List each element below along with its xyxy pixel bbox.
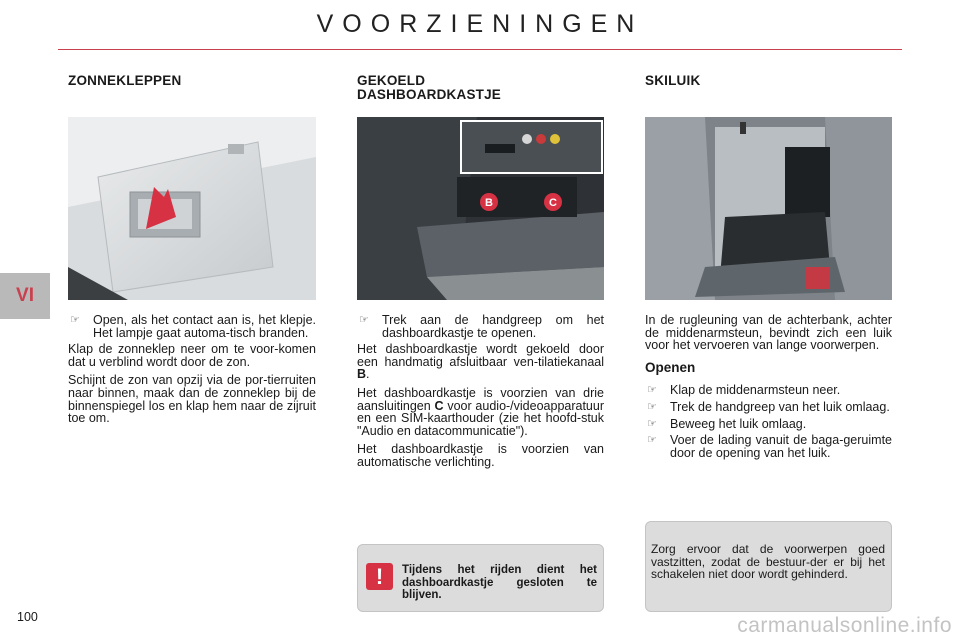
ski-hatch-text <box>645 314 892 459</box>
warning-text: Tijdens het rijden dient het dashboardkastje gesloten te blijven. <box>402 564 597 601</box>
pointing-hand-icon: ☞ <box>647 417 657 430</box>
section-sun-visors <box>68 70 316 431</box>
paragraph: Schijnt de zon van opzij via de por-tierruiten naar binnen, maak dan de zonneklep bij de binnenspiegel los en klap hem naar de zijruit toe om. <box>68 373 316 426</box>
list-item: ☞ Trek aan de handgreep om het dashboardkastje te openen. <box>359 313 604 340</box>
list-item: ☞ Trek de handgreep van het luik omlaag. <box>647 399 890 414</box>
pointing-hand-icon: ☞ <box>359 314 369 326</box>
list-item: ☞ Open, als het contact aan is, het klepje. Het lampje gaat automa-tisch branden. <box>70 313 316 340</box>
glovebox-text <box>357 314 604 469</box>
paragraph: Het dashboardkastje is voorzien van drie aansluitingen C voor audio-/videoapparatuur en een SIM-kaarthouder (zie het hoofd-stuk "Audio en datacommunicatie"). <box>357 385 604 438</box>
page-title: VOORZIENINGEN <box>316 10 644 38</box>
pointing-hand-icon: ☞ <box>647 384 657 397</box>
exclamation-icon: ! <box>366 563 393 590</box>
section-heading: GEKOELD DASHBOARDKASTJE <box>357 73 502 102</box>
watermark: carmanualsonline.info <box>737 614 952 637</box>
warning-box <box>357 544 604 612</box>
section-heading: ZONNEKLEPPEN <box>68 73 182 88</box>
title-divider <box>58 49 902 50</box>
list-item: ☞ Klap de middenarmsteun neer. <box>647 383 841 398</box>
list-item: ☞ Voer de lading vanuit de baga-geruimte door de opening van het luik. <box>647 433 892 460</box>
paragraph: Het dashboardkastje is voorzien van automatische verlichting. <box>357 442 604 469</box>
section-ski-hatch <box>645 70 892 463</box>
list-item: ☞ Beweeg het luik omlaag. <box>647 416 807 431</box>
pointing-hand-icon: ☞ <box>70 314 80 326</box>
ski-hatch-photo <box>645 117 892 300</box>
chapter-tab: VI <box>0 273 50 319</box>
callout-c: C <box>549 197 557 209</box>
section-glovebox <box>357 70 604 475</box>
glovebox-photo <box>357 117 604 300</box>
pointing-hand-icon: ☞ <box>647 400 657 413</box>
section-heading: SKILUIK <box>645 73 701 88</box>
paragraph: Klap de zonneklep neer om te voor-komen dat u verblind wordt door de zon. <box>68 342 316 369</box>
note-text: Zorg ervoor dat de voorwerpen goed vastzitten, zodat de bestuur-der er bij het schakelen niet door wordt gehinderd. <box>651 542 885 582</box>
subheading: Openen <box>645 359 696 375</box>
page-number: 100 <box>17 610 38 624</box>
paragraph: Het dashboardkastje wordt gekoeld door een handmatig afsluitbaar ven-tilatiekanaal B. <box>357 342 604 382</box>
sun-visor-text <box>68 314 316 425</box>
pointing-hand-icon: ☞ <box>647 434 657 447</box>
note-box <box>645 521 892 612</box>
paragraph: In de rugleuning van de achterbank, achter de middenarmsteun, bevindt zich een luik voor het vervoeren van lange voorwerpen. <box>645 313 892 353</box>
callout-b: B <box>485 197 493 209</box>
sun-visor-photo <box>68 117 316 300</box>
